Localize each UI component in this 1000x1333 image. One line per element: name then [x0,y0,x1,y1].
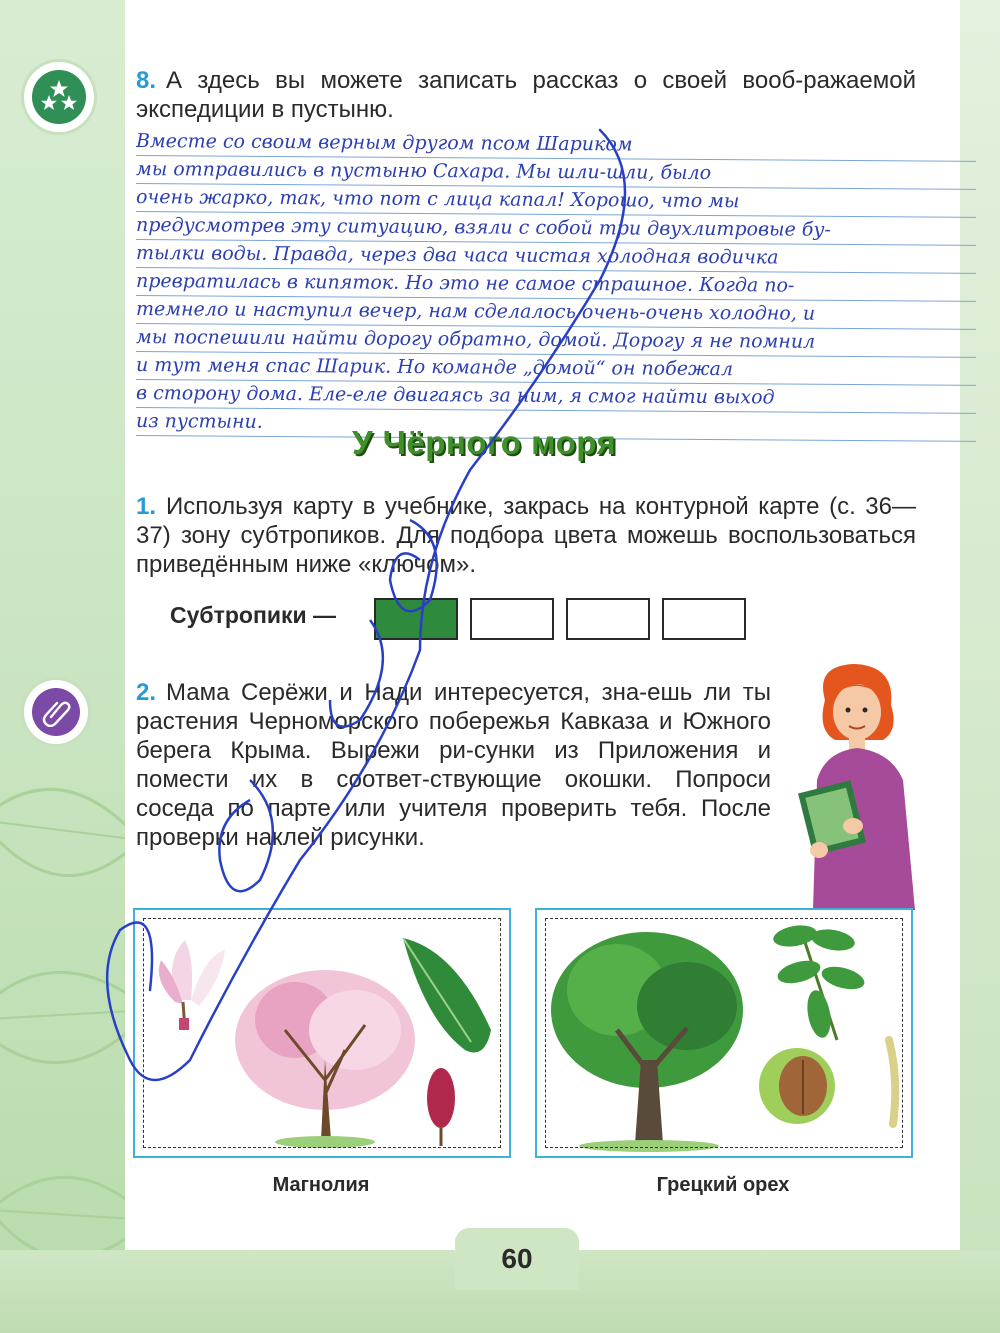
cut-line [545,918,903,1148]
walnut-caption: Грецкий орех [656,1174,790,1196]
handwriting-line: тылки воды. Правда, через два часа чистая холодная водичка [136,240,976,274]
leaf-decoration-icon [0,760,125,1320]
magnolia-caption: Магнолия [272,1174,370,1196]
handwriting-line: предусмотрев эту ситуацию, взяли с собой три двухлитровые бу- [136,212,976,246]
task-8-number: 8. [136,67,157,94]
task-8-text: А здесь вы можете записать рассказ о своей вооб-ражаемой экспедиции в пустыню. [136,67,916,123]
stars-icon [32,70,86,124]
task-2-number: 2. [136,679,157,706]
task-2 [136,678,771,852]
cut-line [143,918,501,1148]
task-8 [136,66,916,124]
handwriting-line: Вместе со своим верным другом псом Шариком [136,128,976,162]
color-key-swatch[interactable] [662,598,746,640]
girl-with-book-illustration [795,660,925,910]
task-1 [136,492,916,579]
color-key-label: Субтропики — [170,602,337,628]
handwriting-line: мы поспешили найти дорогу обратно, домой. Дорогу я не помнил [136,324,976,358]
task-2-text: Мама Серёжи и Нади интересуется, зна-ешь ли ты растения Черноморского побережья Кавказа и Южного берега Крыма. Вырежи ри-сунки из Приложения и помести их в соответ-ствующие окошки. Попроси соседа по парте или учителя проверить тебя. После проверки наклей рисунки. [136,679,771,851]
paperclip-icon [32,688,80,736]
page-number: 60 [501,1243,533,1274]
color-key-swatch[interactable] [470,598,554,640]
section-title: У Чёрного моря [352,424,617,461]
handwriting-line: из пустыни. [136,408,976,442]
handwriting-line: превратилась в кипяток. Но это не самое страшное. Когда по- [136,268,976,302]
handwritten-story [136,128,976,436]
walnut-picture-box[interactable] [535,908,913,1158]
handwriting-line: и тут меня спас Шарик. Но команде „домой“ он побежал [136,352,976,386]
color-key-swatch[interactable] [566,598,650,640]
cutout-task-badge [24,680,88,744]
creative-task-badge [24,62,94,132]
handwriting-line: очень жарко, так, что пот с лица капал! Хорошо, что мы [136,184,976,218]
task-1-number: 1. [136,493,157,520]
task-1-text: Используя карту в учебнике, закрась на контурной карте (с. 36—37) зону субтропиков. Для подбора цвета можешь воспользоваться приведённым ниже «ключом». [136,493,916,578]
color-key-swatch[interactable] [374,598,458,640]
magnolia-picture-box[interactable] [133,908,511,1158]
handwriting-line: мы отправились в пустыню Сахара. Мы шли-шли, было [136,156,976,190]
handwriting-line: в сторону дома. Еле-еле двигаясь за ним, я смог найти выход [136,380,976,414]
page-number-tab [455,1228,579,1290]
handwriting-line: темнело и наступил вечер, нам сделалось очень-очень холодно, и [136,296,976,330]
